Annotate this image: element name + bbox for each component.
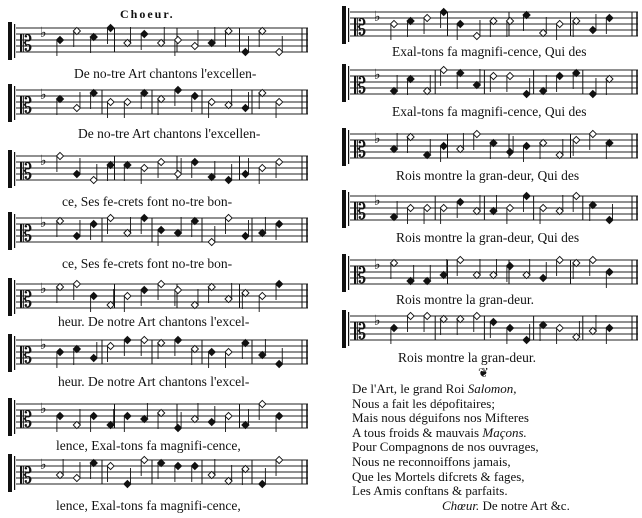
note-head [589, 130, 596, 137]
note-head [191, 415, 198, 422]
brace-bar [342, 64, 346, 102]
note-head [473, 271, 480, 278]
note-head [276, 220, 283, 227]
note-head [440, 8, 447, 15]
brace-thin [348, 192, 349, 226]
note-head [141, 30, 148, 37]
note-head [141, 336, 148, 343]
lyric-line: ce, Ses fe-crets font no-tre bon- [62, 194, 233, 209]
note-head [573, 333, 580, 340]
lyric-line: heur. De notre Art chantons l'excel- [58, 374, 250, 389]
flat-icon: ♭ [374, 67, 381, 83]
note-head [73, 104, 80, 111]
note-head [440, 315, 447, 322]
note-head [573, 259, 580, 266]
note-head [523, 271, 530, 278]
lyric-line: Rois montre la gran-deur, Qui des [396, 168, 580, 183]
note-head [174, 424, 181, 431]
note-head [90, 412, 97, 419]
note-head [490, 318, 497, 325]
clef-icon: 𝄡 [354, 320, 367, 345]
note-head [457, 256, 464, 263]
note-head [407, 75, 414, 82]
note-head [259, 351, 266, 358]
note-head [73, 474, 80, 481]
music-staff [8, 22, 308, 60]
lyric-line: De no-tre Art chantons l'excellen- [78, 126, 261, 141]
note-head [208, 173, 215, 180]
note-head [73, 232, 80, 239]
flat-icon: ♭ [374, 257, 381, 273]
note-head [174, 170, 181, 177]
note-head [225, 176, 232, 183]
note-head [556, 207, 563, 214]
note-head [259, 89, 266, 96]
note-head [242, 339, 249, 346]
note-head [540, 87, 547, 94]
note-head [73, 27, 80, 34]
note-head [56, 412, 63, 419]
note-head [556, 151, 563, 158]
brace-bar [8, 278, 12, 316]
note-head [225, 412, 232, 419]
note-head [242, 465, 249, 472]
note-head [540, 139, 547, 146]
note-head [242, 421, 249, 428]
note-head [158, 409, 165, 416]
note-head [191, 42, 198, 49]
lyric-line: Rois montre la gran-deur. [398, 350, 536, 365]
note-head [573, 69, 580, 76]
note-head [259, 400, 266, 407]
note-head [158, 339, 165, 346]
note-head [174, 229, 181, 236]
lyric-line: lence, Exal-tons fa magnifi-cence, [56, 498, 241, 513]
note-head [490, 17, 497, 24]
note-head [56, 348, 63, 355]
note-head [573, 136, 580, 143]
note-head [174, 36, 181, 43]
lyric-line: lence, Exal-tons fa magnifi-cence, [56, 438, 241, 453]
brace-bar [8, 398, 12, 436]
verse-line: Que les Mortels difcrets & fages, [352, 468, 525, 484]
clef-icon: 𝄡 [354, 74, 367, 99]
brace-bar [342, 6, 346, 44]
note-head [407, 277, 414, 284]
brace-thin [14, 336, 15, 370]
music-staff [342, 6, 638, 44]
clef-icon: 𝄡 [20, 222, 33, 247]
note-head [56, 36, 63, 43]
note-head [208, 471, 215, 478]
note-head [225, 477, 232, 484]
lyric-line: Exal-tons fa magnifi-cence, Qui des [392, 104, 587, 119]
note-head [90, 176, 97, 183]
note-head [174, 86, 181, 93]
note-head [141, 164, 148, 171]
note-head [473, 32, 480, 39]
note-head [191, 345, 198, 352]
note-head [457, 20, 464, 27]
brace-bar [342, 310, 346, 348]
note-head [276, 360, 283, 367]
note-head [490, 207, 497, 214]
note-head [490, 271, 497, 278]
note-head [573, 17, 580, 24]
note-head [107, 24, 114, 31]
note-head [73, 345, 80, 352]
brace-thin [14, 456, 15, 490]
clef-icon: 𝄡 [20, 94, 33, 119]
note-head [540, 204, 547, 211]
music-staff [342, 310, 638, 348]
note-head [276, 158, 283, 165]
chorus-rest: De notre Art &c. [479, 497, 570, 513]
note-head [124, 412, 131, 419]
note-head [490, 72, 497, 79]
note-head [573, 192, 580, 199]
note-head [407, 312, 414, 319]
flat-icon: ♭ [40, 87, 47, 103]
note-head [540, 274, 547, 281]
brace-thin [14, 152, 15, 186]
note-head [107, 462, 114, 469]
section-title: Choeur. [120, 7, 175, 21]
note-head [523, 90, 530, 97]
note-head [56, 152, 63, 159]
note-head [424, 204, 431, 211]
note-head [191, 301, 198, 308]
note-head [506, 72, 513, 79]
note-head [174, 286, 181, 293]
note-head [124, 98, 131, 105]
note-head [90, 89, 97, 96]
note-head [473, 312, 480, 319]
note-head [124, 161, 131, 168]
note-head [90, 292, 97, 299]
verse-line: Nous a fait les dépofitaires; [352, 395, 495, 411]
note-head [107, 214, 114, 221]
note-head [191, 217, 198, 224]
note-head [242, 232, 249, 239]
note-head [606, 216, 613, 223]
note-head [191, 462, 198, 469]
chorus-label: Chœur. [442, 497, 480, 513]
note-head [606, 324, 613, 331]
note-head [473, 81, 480, 88]
note-head [259, 292, 266, 299]
note-head [490, 139, 497, 146]
brace-bar [8, 334, 12, 372]
note-head [556, 72, 563, 79]
note-head [141, 89, 148, 96]
clef-icon: 𝄡 [354, 16, 367, 41]
note-head [440, 271, 447, 278]
note-head [242, 289, 249, 296]
note-head [158, 280, 165, 287]
note-head [141, 286, 148, 293]
note-head [523, 142, 530, 149]
note-head [276, 412, 283, 419]
note-head [540, 29, 547, 36]
note-head [606, 268, 613, 275]
brace-bar [342, 254, 346, 292]
note-head [191, 158, 198, 165]
note-head [90, 459, 97, 466]
note-head [390, 213, 397, 220]
note-head [523, 11, 530, 18]
note-head [407, 133, 414, 140]
flat-icon: ♭ [40, 401, 47, 417]
flat-icon: ♭ [40, 281, 47, 297]
lyric-line: ce, Ses fe-crets font no-tre bon- [62, 256, 233, 271]
clef-icon: 𝄡 [20, 288, 33, 313]
verse-line: Les Amis conftans & parfaits. [352, 483, 508, 499]
brace-bar [8, 22, 12, 60]
note-head [242, 104, 249, 111]
note-head [107, 342, 114, 349]
note-head [506, 324, 513, 331]
note-head [208, 98, 215, 105]
flat-icon: ♭ [374, 193, 381, 209]
brace-thin [14, 280, 15, 314]
note-head [225, 27, 232, 34]
flat-icon: ♭ [374, 131, 381, 147]
note-head [242, 48, 249, 55]
note-head [259, 480, 266, 487]
note-head [390, 20, 397, 27]
note-head [56, 471, 63, 478]
note-head [242, 170, 249, 177]
note-head [174, 462, 181, 469]
note-head [424, 87, 431, 94]
music-staff [342, 190, 638, 228]
note-head [473, 207, 480, 214]
note-head [589, 256, 596, 263]
note-head [556, 324, 563, 331]
clef-icon: 𝄡 [20, 160, 33, 185]
brace-bar [8, 212, 12, 250]
music-staff [8, 454, 308, 492]
note-head [90, 220, 97, 227]
note-head [407, 17, 414, 24]
note-head [457, 69, 464, 76]
music-staff [8, 84, 308, 122]
lyric-line: heur. De notre Art chantons l'excel- [58, 314, 250, 329]
clef-icon: 𝄡 [20, 408, 33, 433]
brace-thin [348, 8, 349, 42]
flat-icon: ♭ [374, 313, 381, 329]
note-head [225, 214, 232, 221]
ornament-icon: ❦ [478, 366, 489, 381]
note-head [276, 98, 283, 105]
flat-icon: ♭ [40, 215, 47, 231]
note-head [424, 312, 431, 319]
music-staff [8, 398, 308, 436]
note-head [107, 421, 114, 428]
note-head [191, 92, 198, 99]
note-head [56, 217, 63, 224]
note-head [225, 295, 232, 302]
note-head [556, 256, 563, 263]
note-head [556, 20, 563, 27]
music-staff [8, 334, 308, 372]
lyric-line: Rois montre la gran-deur, Qui des [396, 230, 580, 245]
note-head [440, 204, 447, 211]
brace-bar [8, 150, 12, 188]
note-head [473, 130, 480, 137]
brace-bar [8, 454, 12, 492]
note-head [390, 87, 397, 94]
note-head [73, 280, 80, 287]
note-head [457, 315, 464, 322]
note-head [225, 101, 232, 108]
note-head [589, 327, 596, 334]
lyric-line: De no-tre Art chantons l'excellen- [74, 66, 257, 81]
note-head [424, 277, 431, 284]
note-head [390, 145, 397, 152]
note-head [208, 418, 215, 425]
music-staff [8, 212, 308, 250]
brace-bar [342, 128, 346, 166]
note-head [56, 95, 63, 102]
clef-icon: 𝄡 [354, 264, 367, 289]
note-head [589, 26, 596, 33]
note-head [90, 354, 97, 361]
note-head [506, 148, 513, 155]
note-head [174, 336, 181, 343]
note-head [589, 90, 596, 97]
brace-thin [14, 86, 15, 120]
clef-icon: 𝄡 [20, 32, 33, 57]
note-head [158, 158, 165, 165]
note-head [390, 324, 397, 331]
note-head [276, 280, 283, 287]
note-head [424, 151, 431, 158]
verse-line: Nous ne reconnoiffons jamais, [352, 453, 511, 469]
note-head [276, 48, 283, 55]
verse-line: A tous froids & mauvais Maçons. [352, 424, 527, 440]
note-head [90, 33, 97, 40]
note-head [506, 262, 513, 269]
note-head [107, 301, 114, 308]
note-head [124, 39, 131, 46]
note-head [73, 170, 80, 177]
note-head [208, 238, 215, 245]
note-head [158, 226, 165, 233]
clef-icon: 𝄡 [20, 464, 33, 489]
note-head [606, 75, 613, 82]
verse-block [352, 382, 570, 513]
brace-thin [348, 130, 349, 164]
verse-line: Pour Compagnons de nos ouvrages, [352, 439, 539, 455]
note-head [124, 336, 131, 343]
lyric-line: Rois montre la gran-deur. [396, 292, 534, 307]
note-head [457, 145, 464, 152]
note-head [506, 17, 513, 24]
flat-icon: ♭ [40, 337, 47, 353]
brace-bar [342, 190, 346, 228]
clef-icon: 𝄡 [354, 200, 367, 225]
note-head [208, 39, 215, 46]
note-head [56, 283, 63, 290]
note-head [606, 14, 613, 21]
lyric-line: Exal-tons fa magnifi-cence, Qui des [392, 44, 587, 59]
note-head [589, 201, 596, 208]
music-staff [342, 254, 638, 292]
note-head [523, 336, 530, 343]
note-head [457, 198, 464, 205]
note-head [107, 161, 114, 168]
music-staff [342, 64, 638, 102]
note-head [141, 415, 148, 422]
note-head [208, 283, 215, 290]
brace-thin [348, 312, 349, 346]
music-staff [342, 128, 638, 166]
note-head [506, 204, 513, 211]
brace-thin [14, 400, 15, 434]
chorus-cue [352, 499, 570, 514]
note-head [540, 321, 547, 328]
note-head [158, 39, 165, 46]
clef-icon: 𝄡 [354, 138, 367, 163]
brace-bar [8, 84, 12, 122]
brace-thin [14, 214, 15, 248]
note-head [141, 214, 148, 221]
verse-line: De l'Art, le grand Roi Salomon, [352, 381, 517, 396]
flat-icon: ♭ [40, 25, 47, 41]
note-head [124, 480, 131, 487]
brace-thin [14, 24, 15, 58]
note-head [208, 348, 215, 355]
music-staff [8, 278, 308, 316]
music-staff [8, 150, 308, 188]
note-head [158, 459, 165, 466]
note-head [390, 259, 397, 266]
note-head [440, 142, 447, 149]
flat-icon: ♭ [374, 9, 381, 25]
note-head [124, 229, 131, 236]
note-head [73, 421, 80, 428]
note-head [523, 192, 530, 199]
note-head [424, 14, 431, 21]
clef-icon: 𝄡 [20, 344, 33, 369]
note-head [606, 139, 613, 146]
note-head [440, 66, 447, 73]
note-head [158, 95, 165, 102]
note-head [259, 27, 266, 34]
flat-icon: ♭ [40, 153, 47, 169]
flat-icon: ♭ [40, 457, 47, 473]
note-head [225, 348, 232, 355]
note-head [259, 164, 266, 171]
note-head [141, 456, 148, 463]
note-head [107, 98, 114, 105]
brace-thin [348, 256, 349, 290]
note-head [276, 456, 283, 463]
note-head [407, 204, 414, 211]
note-head [124, 292, 131, 299]
note-head [259, 229, 266, 236]
brace-thin [348, 66, 349, 100]
verse-line: Mais nous déguifons nos Mifteres [352, 410, 529, 426]
